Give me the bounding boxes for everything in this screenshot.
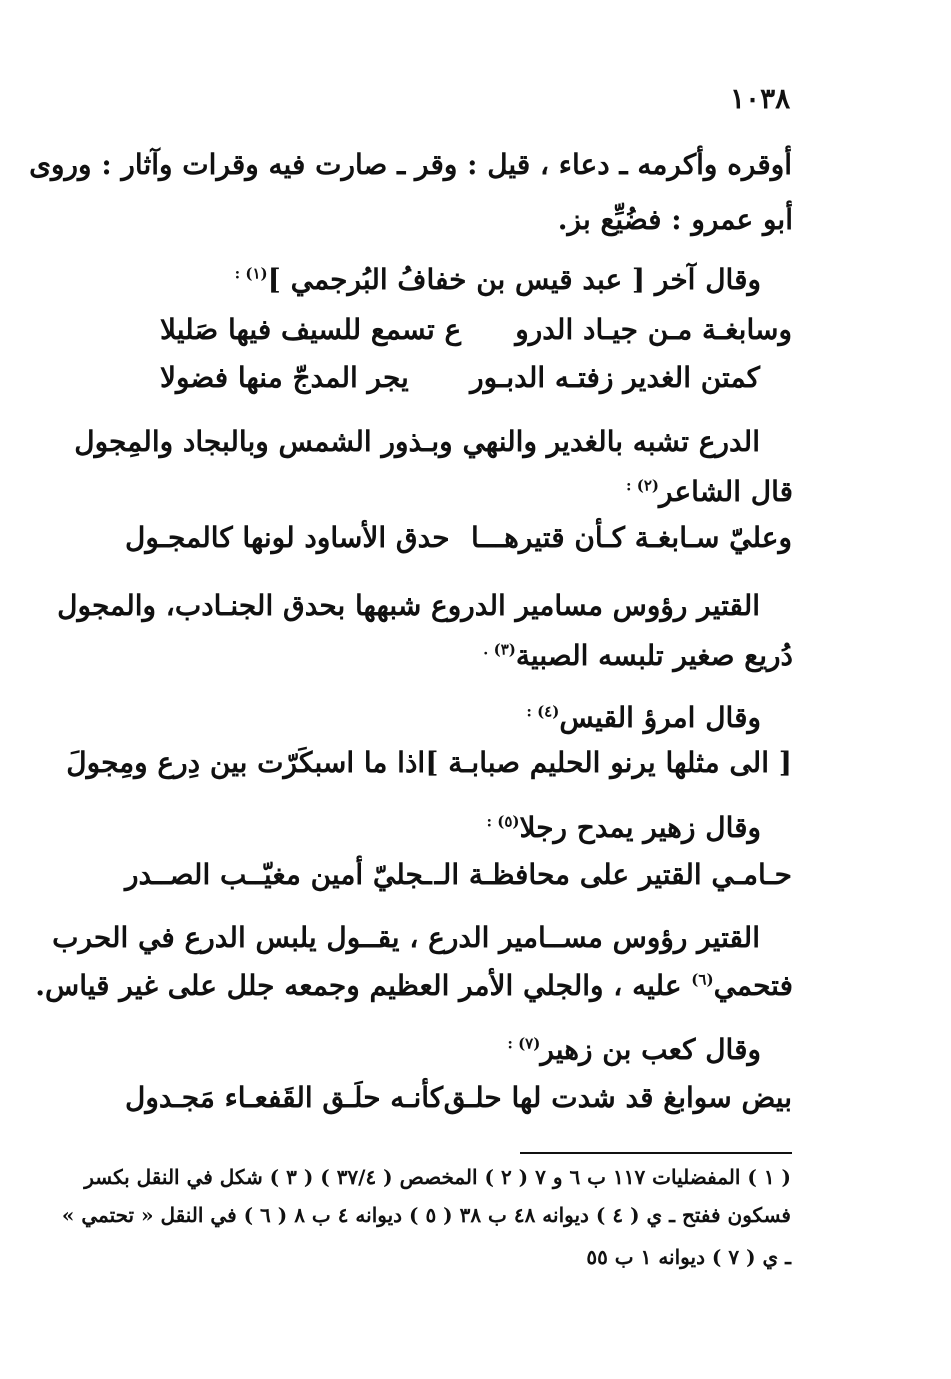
footnote-line: ـ ي ( ٧ ) ديوانه ١ ب ٥٥ (586, 1245, 791, 1269)
poem-intro (626, 472, 793, 512)
poem-intro (526, 698, 761, 738)
verse-line (125, 518, 792, 558)
footnote-ref: (٢) : (625, 476, 660, 495)
paragraph-line: أوقره وأكرمه ـ دعاء ، قيل : وقر ـ صارت فيه وقرات وآثار : وروى (29, 148, 792, 181)
verse-hemistich-first: وسابغـة مـن جيـاد الدرو (515, 313, 792, 346)
poet-attribution: وقال آخر [ عبد قيس بن خفافُ البُرجمي ] (267, 263, 761, 296)
poet-attribution: قال الشاعر (659, 475, 793, 508)
verse-hemistich-first: [ الى مثلها يرنو الحليم صبابـة ] (425, 746, 792, 779)
verse-hemistich-second: حدق الأساود لونها كالمجـول (125, 521, 450, 554)
verse-hemistich-first: بيض سوابغ قد شدت لها حلـق (443, 1081, 792, 1114)
footnote-line: ( ١ ) المفضليات ١١٧ ب ٦ و ٧ ( ٢ ) المخصص ( ٣٧/٤ ) ( ٣ ) شكل في النقل بكسر (84, 1165, 791, 1189)
poem-intro (486, 808, 761, 848)
page-number: ١٠٣٨ (730, 82, 791, 115)
verse-hemistich-second: ـجليّ أمين مغيّــب الصــدر (125, 858, 432, 891)
poet-attribution: وقال امرؤ القيس (559, 701, 761, 734)
poem-intro (507, 1030, 761, 1070)
verse-hemistich-first: حـامـي القتير على محافظـة الـ (434, 858, 792, 891)
paragraph-line: فتحمي$^{(٦)}$ عليه ، والجلي الأمر العظيم وجمعه جلل على غير قياس. (35, 969, 793, 1002)
footnote-ref: (٦) (691, 970, 714, 989)
paragraph-line: القتير رؤوس مســامير الدرع ، يقــول يلبس الدرع في الحرب (52, 921, 760, 954)
footnote-divider (520, 1152, 792, 1154)
verse-line (125, 1078, 792, 1118)
poet-attribution: وقال كعب بن زهير (540, 1033, 761, 1066)
verse-hemistich-second: يجر المدجّ منها فضولا (160, 361, 409, 394)
footnote-ref: (٣) . (483, 640, 516, 659)
footnote-ref: (٥) : (486, 812, 520, 831)
footnote-ref: (٤) : (526, 702, 560, 721)
footnote-ref: (١) : (234, 264, 268, 283)
verse-line (160, 310, 792, 350)
paragraph-line: الدرع تشبه بالغدير والنهي وبـذور الشمس وبالبجاد والمِجول (74, 425, 760, 458)
verse-hemistich-second: اذا ما اسبكَرّت بين دِرع ومِجولَ (66, 746, 426, 779)
verse-line (66, 743, 792, 783)
paragraph-line: دُريع صغير تلبسه الصبية$^{(٣) .}$ (483, 639, 793, 672)
paragraph-line: القتير رؤوس مسامير الدروع شبهها بحدق الجنـادب، والمجول (57, 589, 760, 622)
poem-intro (235, 260, 761, 300)
verse-line (125, 855, 792, 895)
paragraph-line: أبو عمرو : فضُيِّع بز. (557, 203, 793, 236)
verse-hemistich-second: كأنـه حلَـق القَفعـاء مَجـدول (125, 1081, 444, 1114)
verse-hemistich-second: ع تسمع للسيف فيها صَليلا (160, 313, 462, 346)
verse-hemistich-first: وعليّ سـابغـة كـأن قتيرهـــا (470, 521, 792, 554)
footnote-ref: (٧) : (507, 1034, 541, 1053)
footnote-line: فسكون ففتح ـ ي ( ٤ ) ديوانه ٤٨ ب ٣٨ ( ٥ ) ديوانه ٤ ب ٨ ( ٦ ) في النقل « تحتمي » (61, 1203, 791, 1227)
verse-line (160, 358, 760, 398)
poet-attribution: وقال زهير يمدح رجلا (519, 811, 761, 844)
verse-hemistich-first: كمتن الغدير زفتـه الدبـور (470, 361, 760, 394)
